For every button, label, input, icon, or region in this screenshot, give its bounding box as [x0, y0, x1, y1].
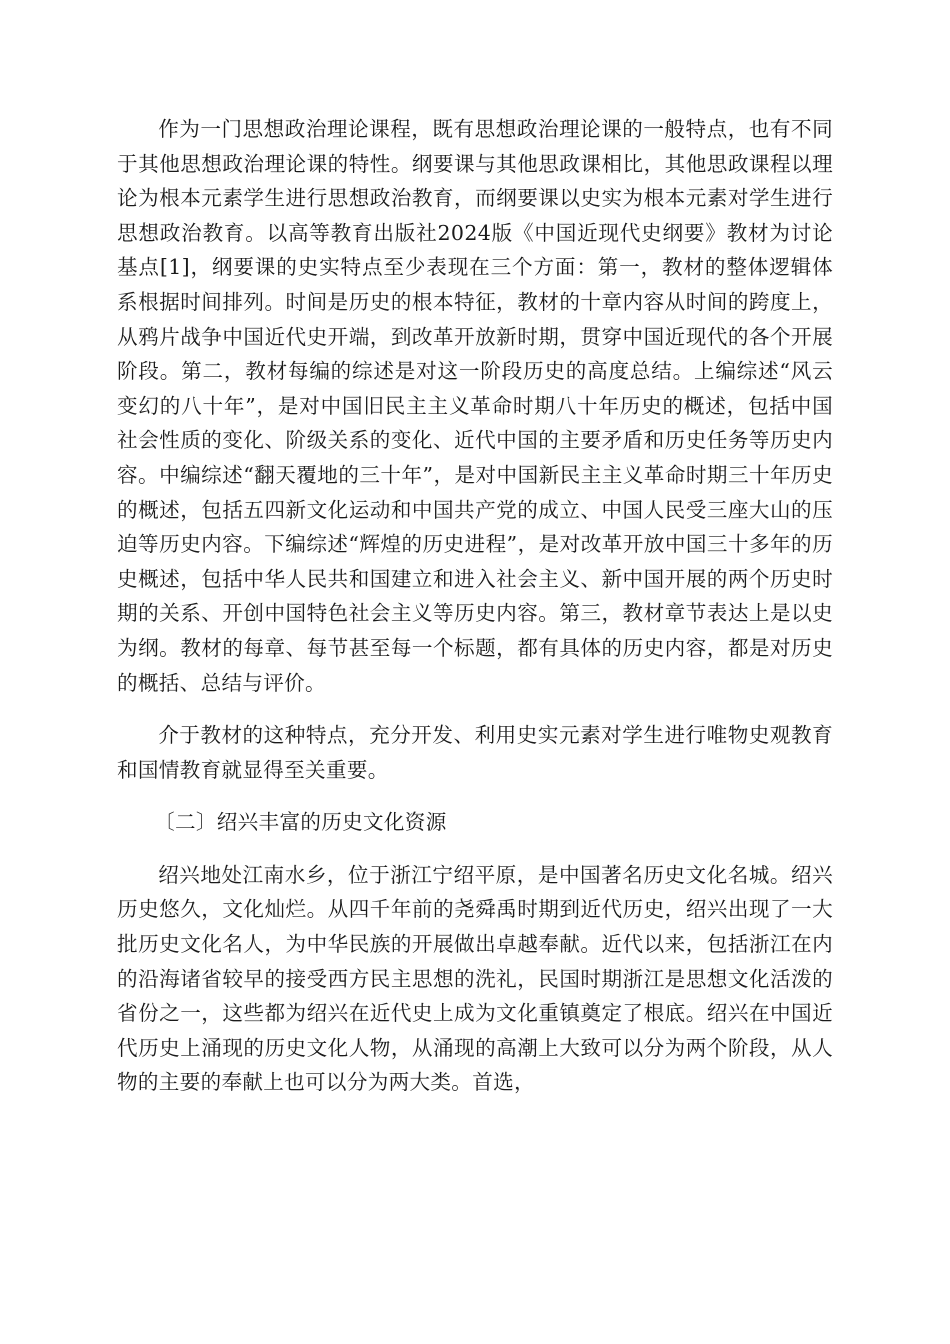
body-paragraph-3: 绍兴地处江南水乡，位于浙江宁绍平原，是中国著名历史文化名城。绍兴历史悠久，文化灿烂。从四千年前的尧舜禹时期到近代历史，绍兴出现了一大批历史文化名人，为中华民族的开展做出卓越奉献。近代以来，包括浙江在内的沿海诸省较早的接受西方民主思想的洗礼，民国时期浙江是思想文化活泼的省份之一，这些都为绍兴在近代史上成为文化重镇奠定了根底。绍兴在中国近代历史上涌现的历史文化人物，从涌现的高潮上大致可以分为两个阶段，从人物的主要的奉献上也可以分为两大类。首选， [117, 862, 833, 1095]
body-paragraph-2: 介于教材的这种特点，充分开发、利用史实元素对学生进行唯物史观教育和国情教育就显得至关重要。 [117, 723, 833, 782]
section-heading: 〔二〕绍兴丰富的历史文化资源 [154, 810, 447, 835]
document-page [117, 112, 833, 1100]
paragraph-spacer [117, 787, 833, 805]
body-paragraph-1: 作为一门思想政治理论课程，既有思想政治理论课的一般特点，也有不同于其他思想政治理论课的特性。纲要课与其他思政课相比，其他思政课程以理论为根本元素学生进行思想政治教育，而纲要课以史实为根本元素对学生进行思想政治教育。以高等教育出版社2024版《中国近现代史纲要》教材为讨论基点[1]，纲要课的史实特点至少表现在三个方面：第一，教材的整体逻辑体系根据时间排列。时间是历史的根本特征，教材的十章内容从时间的跨度上，从鸦片战争中国近代史开端，到改革开放新时期，贯穿中国近现代的各个开展阶段。第二，教材每编的综述是对这一阶段历史的高度总结。上编综述“风云变幻的八十年”，是对中国旧民主主义革命时期八十年历史的概述，包括中国社会性质的变化、阶级关系的变化、近代中国的主要矛盾和历史任务等历史内容。中编综述“翻天覆地的三十年”，是对中国新民主主义革命时期三十年历史的概述，包括五四新文化运动和中国共产党的成立、中国人民受三座大山的压迫等历史内容。下编综述“辉煌的历史进程”，是对改革开放中国三十多年的历史概述，包括中华人民共和国建立和进入社会主义、新中国开展的两个历史时期的关系、开创中国特色社会主义等历史内容。第三，教材章节表达上是以史为纲。教材的每章、每节甚至每一个标题，都有具体的历史内容，都是对历史的概括、总结与评价。 [117, 117, 833, 695]
paragraph-spacer [117, 700, 833, 718]
paragraph-spacer [117, 840, 833, 858]
